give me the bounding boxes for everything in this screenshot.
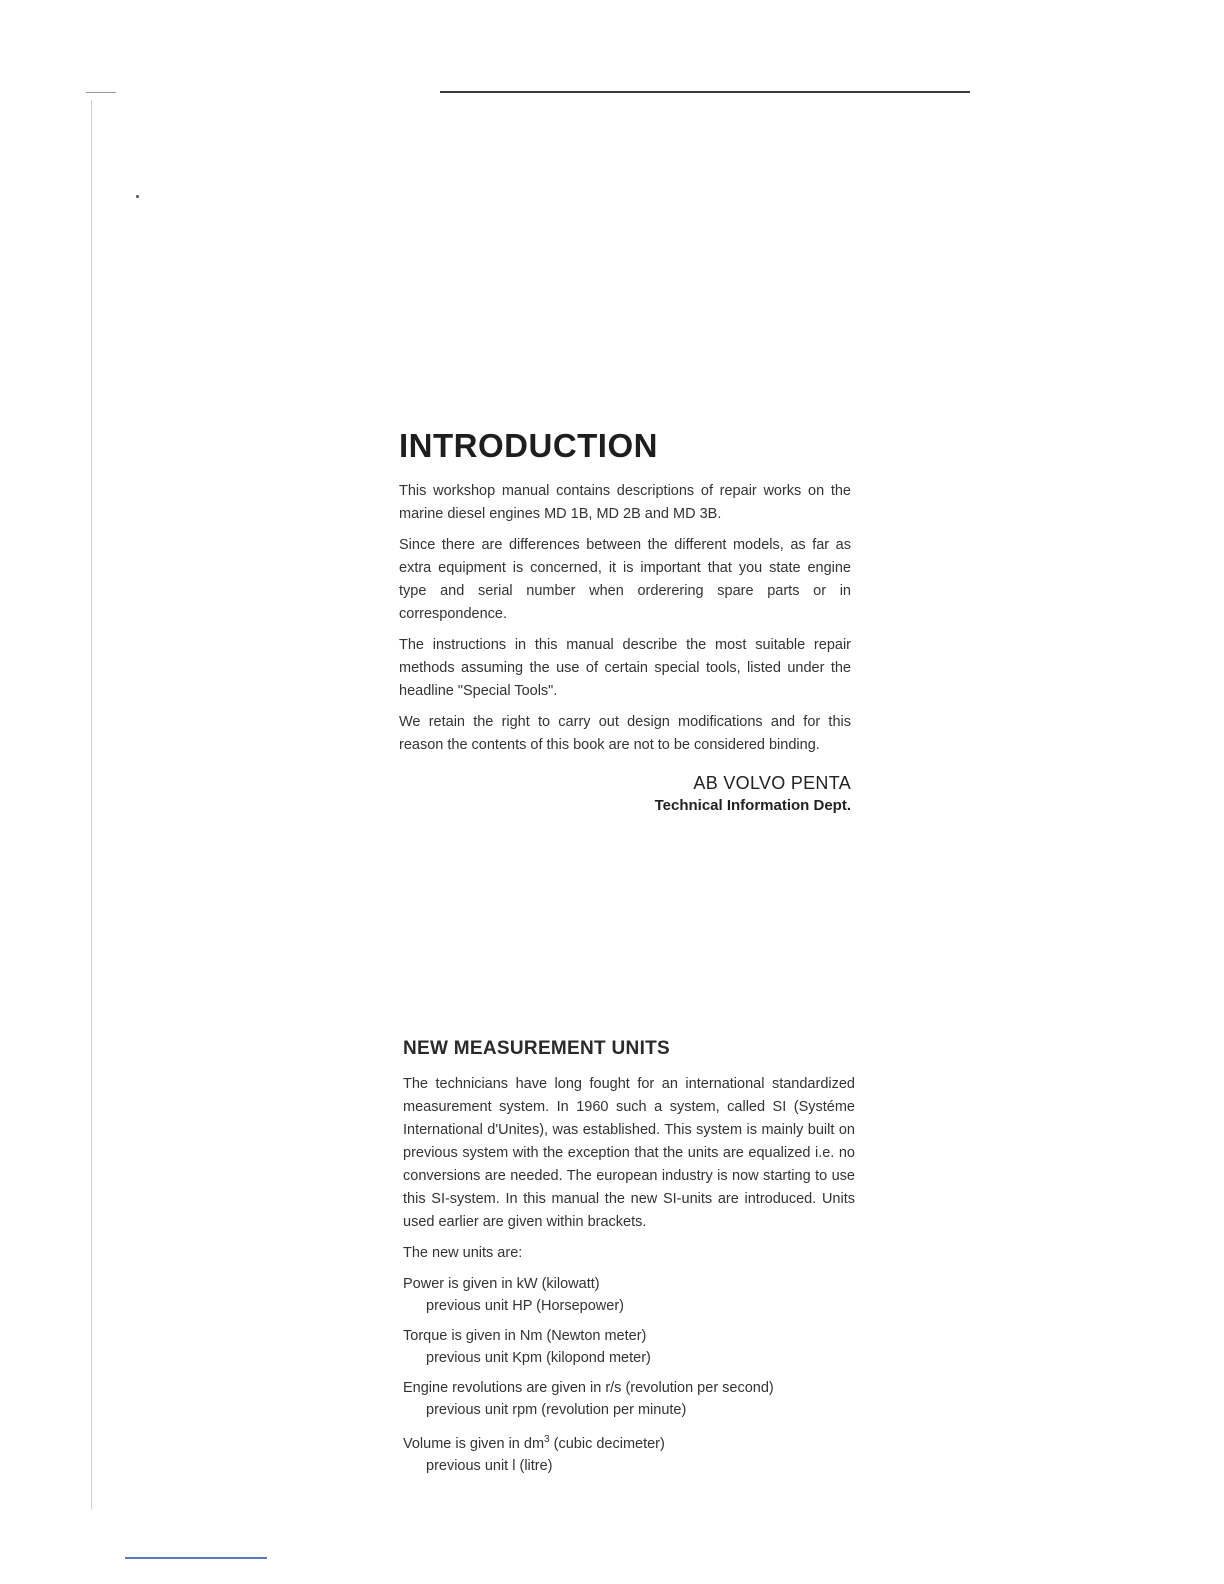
unit-new-prefix: Volume is given in dm [403, 1435, 545, 1452]
scan-speck [136, 195, 139, 198]
unit-previous: previous unit Kpm (kilopond meter) [426, 1350, 651, 1366]
introduction-title: INTRODUCTION [399, 427, 658, 464]
units-paragraph: The new units are: [403, 1245, 523, 1261]
units-paragraph: The technicians have long fought for an international standardized measurement system. In 1960 such a system, called SI (Systéme International d'Unites), was established. This system is mainly built on previous system with the exception that the units are equalized i.e. no conversions are needed. The european industry is now starting to use this SI-system. In this manual the new SI-units are introduced. Units used earlier are given within brackets. [403, 1076, 855, 1230]
unit-previous: previous unit rpm (revolution per minute) [426, 1402, 687, 1418]
unit-new-suffix: (cubic decimeter) [549, 1435, 665, 1452]
intro-paragraph: Since there are differences between the different models, as far as extra equipment is concerned, it is important that you state engine type and serial number when orderering spare parts or in correspondence. [399, 537, 851, 622]
unit-entry-power [403, 1273, 855, 1317]
unit-new: Engine revolutions are given in r/s (revolution per second) [403, 1380, 774, 1396]
unit-entry-revolutions [403, 1377, 855, 1421]
measurement-units-section [403, 1037, 855, 1485]
signature-company: AB VOLVO PENTA [693, 773, 851, 793]
unit-previous: previous unit l (litre) [426, 1457, 553, 1474]
intro-paragraph: This workshop manual contains descriptions of repair works on the marine diesel engines MD 1B, MD 2B and MD 3B. [399, 483, 851, 522]
introduction-section [399, 426, 851, 817]
page-left-edge [91, 100, 92, 1510]
intro-paragraph: The instructions in this manual describe the most suitable repair methods assuming the use of certain special tools, listed under the headline "Special Tools". [399, 637, 851, 699]
signature-department: Technical Information Dept. [654, 797, 851, 814]
bottom-rule [125, 1557, 267, 1559]
measurement-units-title: NEW MEASUREMENT UNITS [403, 1038, 671, 1059]
top-rule [440, 91, 970, 93]
unit-previous: previous unit HP (Horsepower) [426, 1298, 624, 1314]
signature-block [399, 771, 851, 817]
unit-entry-volume [403, 1429, 855, 1477]
intro-paragraph: We retain the right to carry out design modifications and for this reason the contents of this book are not to be considered binding. [399, 714, 851, 753]
unit-new: Power is given in kW (kilowatt) [403, 1276, 600, 1292]
unit-entry-torque [403, 1325, 855, 1369]
unit-new: Torque is given in Nm (Newton meter) [403, 1328, 647, 1344]
unit-new [403, 1429, 855, 1455]
unit-superscript: 3 [544, 1434, 550, 1445]
top-edge-mark [86, 92, 116, 93]
